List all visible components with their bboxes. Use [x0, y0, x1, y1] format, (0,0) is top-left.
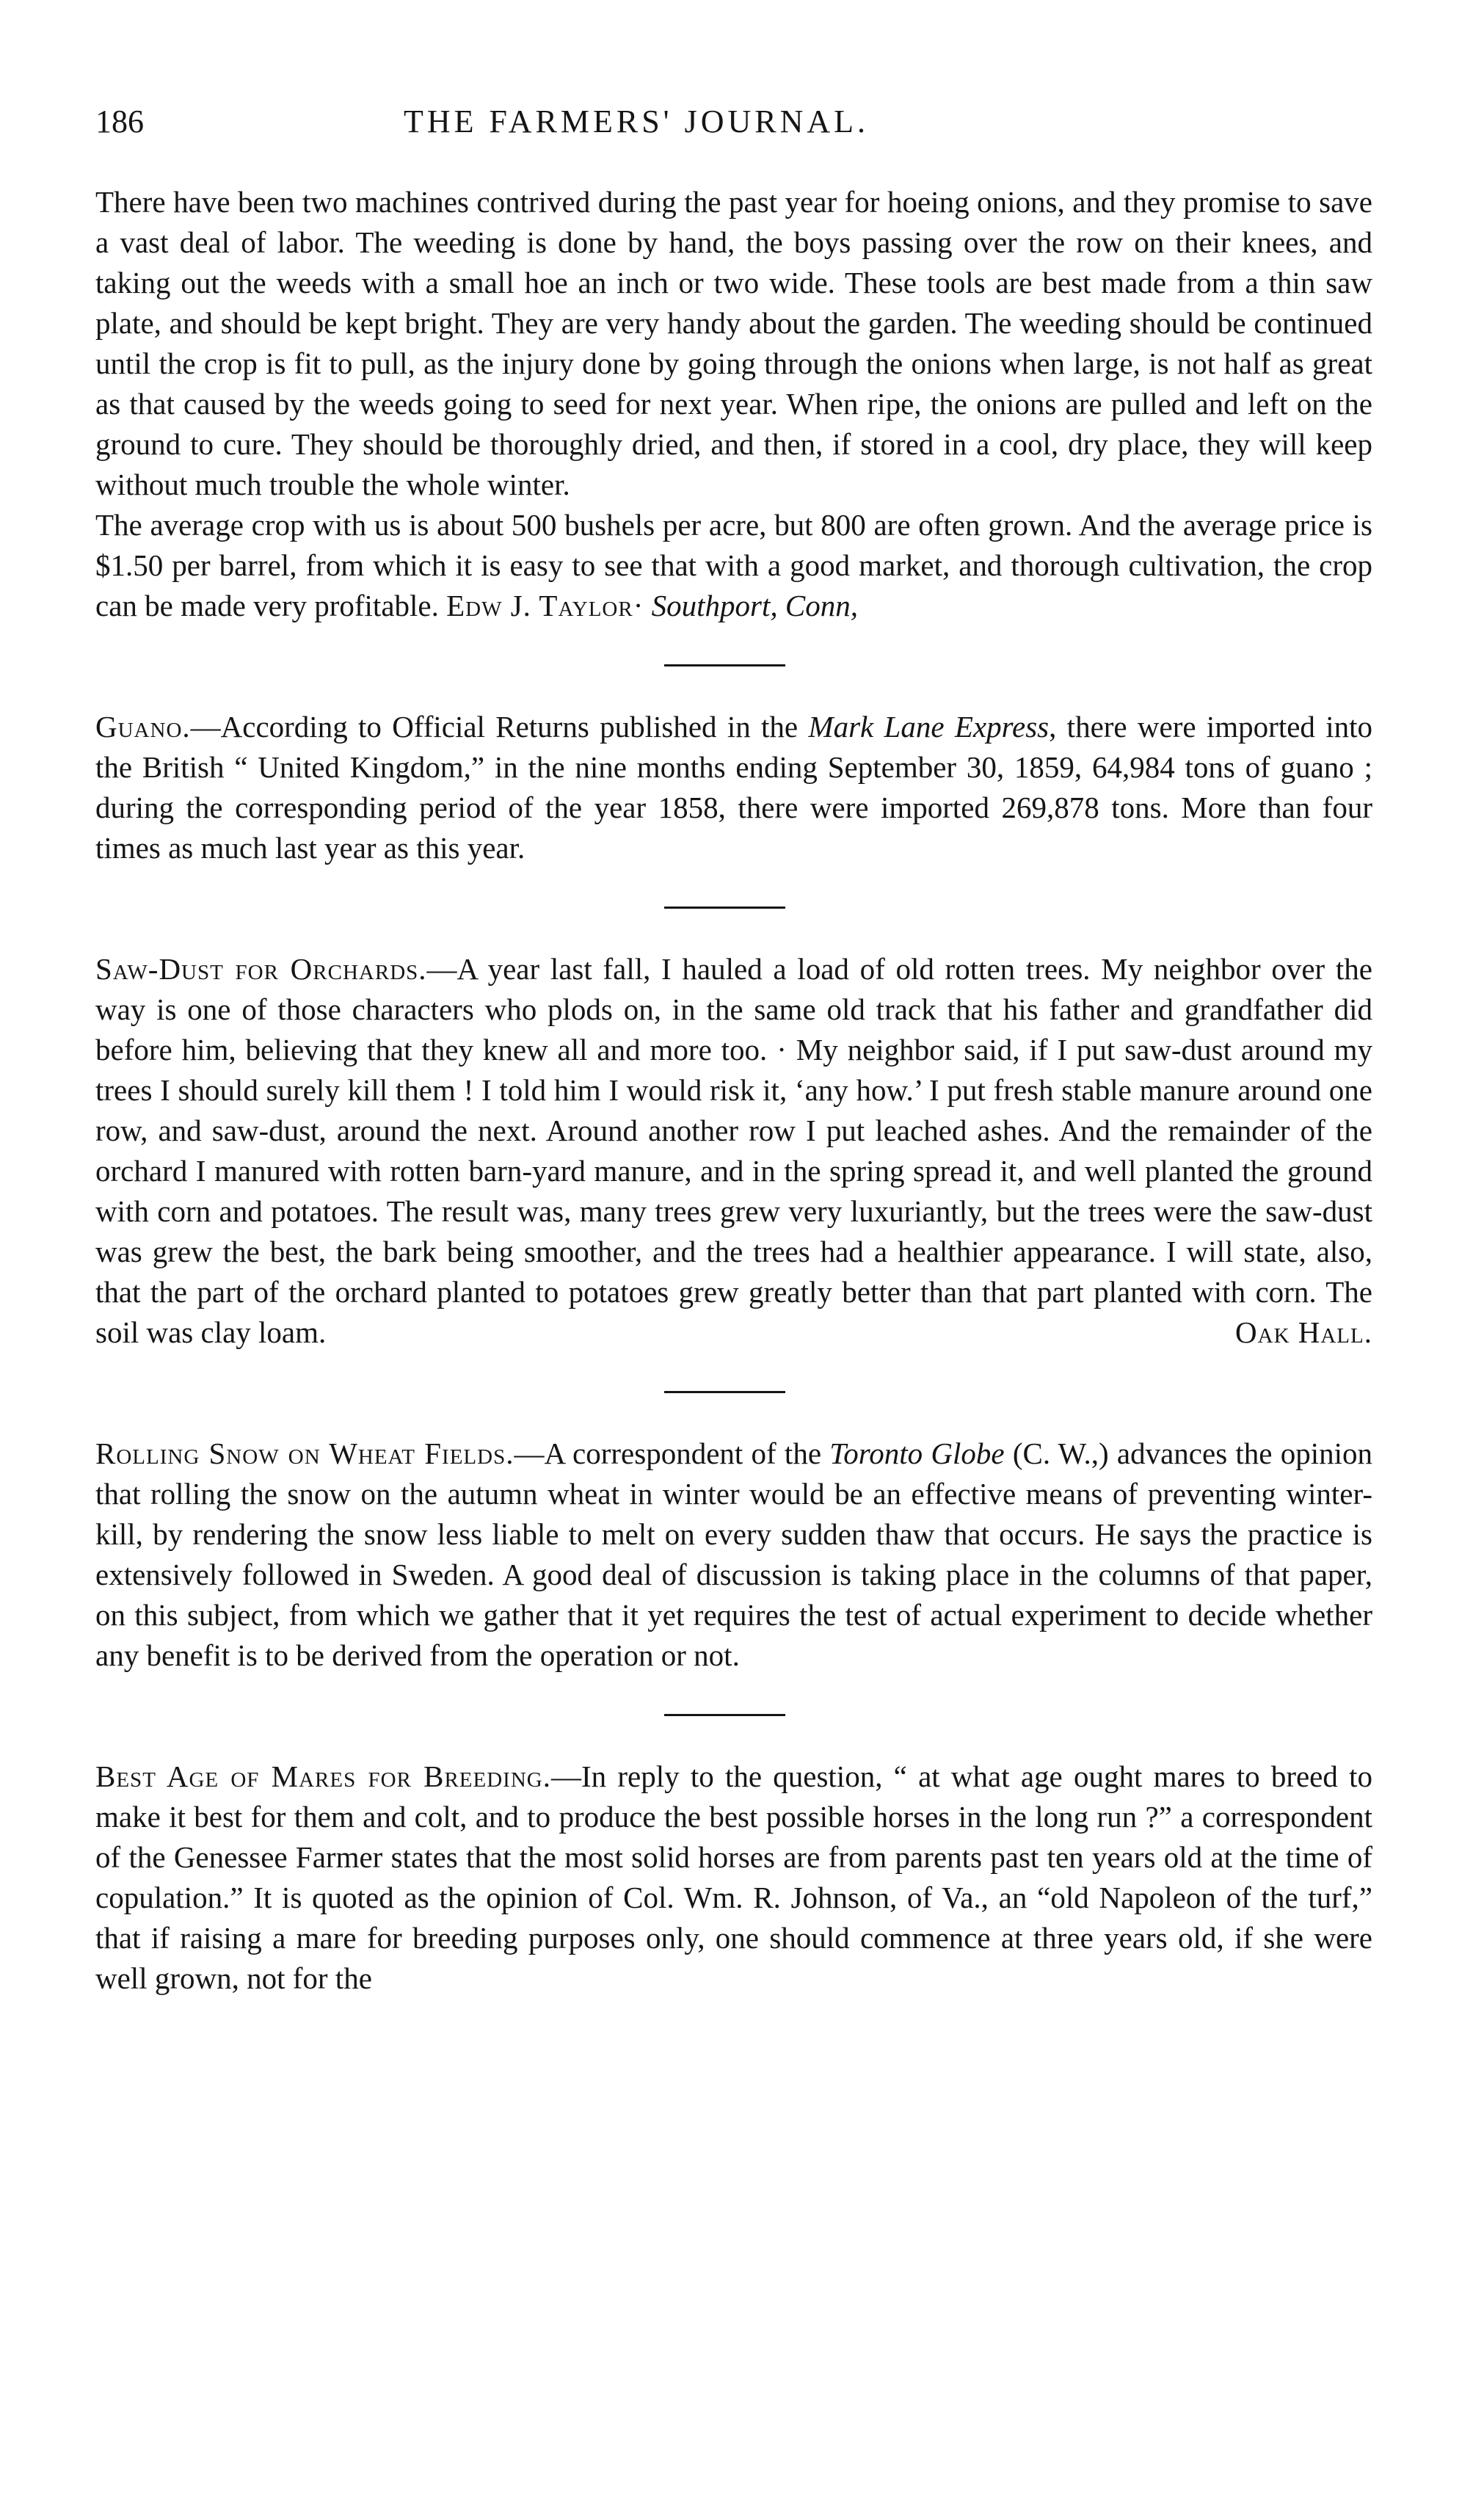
- article-guano: [95, 707, 1372, 868]
- divider-rule: [664, 1391, 785, 1393]
- section-divider: [95, 1676, 1372, 1757]
- sawdust-heading: Saw-Dust for Orchards.: [95, 952, 427, 986]
- page-number: 186: [95, 103, 144, 139]
- onions-paragraph-1: There have been two machines contrived during the past year for hoeing onions, and they promise to save a vast deal of labor. The weeding is done by hand, the boys passing over the row on their knees, and taking out the weeds with a small hoe an inch or two wide. These tools are best made from a thin saw plate, and should be kept bright. They are very handy about the garden. The weeding should be continued until the crop is fit to pull, as the injury done by going through the onions when large, is not half as great as that caused by the weeds going to seed for next year. When ripe, the onions are pulled and left on the ground to cure. They should be thoroughly dried, and then, if stored in a cool, dry place, they will keep without much trouble the whole winter.: [95, 185, 1372, 501]
- guano-text-2: , there were imported into the British “ United Kingdom,” in the nine months ending September 30, 1859, 64,984 tons of guano ; during the corresponding period of the year 1858, there were imported 269,878 tons. More than four times as much last year as this year.: [95, 710, 1372, 865]
- divider-rule: [664, 907, 785, 909]
- sawdust-text: —A year last fall, I hauled a load of old rotten trees. My neighbor over the way is one of those characters who plods on, in the same old track that his father and grandfather did before him, believing that they knew all and more too. · My neighbor said, if I put saw-dust around my trees I should surely kill them ! I told him I would risk it, ‘any how.’ I put fresh stable manure around one row, and saw-dust, around the next. Around another row I put leached ashes. And the remainder of the orchard I manured with rotten barn-yard manure, and in the spring spread it, and well planted the ground with corn and potatoes. The result was, many trees grew very luxuriantly, but the trees were the saw-dust was grew the best, the bark being smoother, and the trees had a healthier appearance. I will state, also, that the part of the orchard planted to potatoes grew greatly better than that part planted with corn. The soil was clay loam.: [95, 952, 1372, 1349]
- page-header: [95, 103, 1372, 147]
- onions-paragraph-2: [95, 505, 1372, 626]
- mares-text: —In reply to the question, “ at what age ought mares to breed to make it best for them and colt, and to produce the best possible horses in the long run ?” a correspondent of the Genessee Farmer states that the most solid horses are from parents past ten years old at the time of copulation.” It is quoted as the opinion of Col. Wm. R. Johnson, of Va., an “old Napoleon of the turf,” that if raising a mare for breeding purposes only, one should commence at three years old, if she were well grown, not for the: [95, 1759, 1372, 1995]
- page-body: [95, 182, 1372, 1999]
- snow-paragraph: [95, 1434, 1372, 1676]
- onions-location: Southport, Conn,: [651, 589, 858, 622]
- sawdust-signature: Oak Hall.: [1235, 1315, 1372, 1349]
- guano-journal-title: Mark Lane Express: [808, 710, 1050, 744]
- snow-paper-title: Toronto Globe: [829, 1436, 1005, 1470]
- section-divider: [95, 868, 1372, 949]
- onions-signature: Edw J. Taylor·: [446, 589, 644, 622]
- snow-text-1: —A correspondent of the: [514, 1436, 830, 1470]
- section-divider: [95, 1353, 1372, 1434]
- mares-heading: Best Age of Mares for Breeding.: [95, 1759, 551, 1793]
- guano-heading: Guano.: [95, 710, 191, 744]
- divider-rule: [664, 664, 785, 666]
- guano-text-1: —According to Official Returns published in the: [190, 710, 809, 744]
- running-head: THE FARMERS' JOURNAL.: [404, 103, 870, 139]
- article-sawdust: [95, 949, 1372, 1353]
- sawdust-paragraph: [95, 949, 1372, 1353]
- guano-paragraph: [95, 707, 1372, 868]
- mares-paragraph: [95, 1757, 1372, 1999]
- snow-heading: Rolling Snow on Wheat Fields.: [95, 1436, 514, 1470]
- snow-text-2: (C. W.,) advances the opinion that rolling the snow on the autumn wheat in winter would be an effective means of preventing winter-kill, by rendering the snow less liable to melt on every sudden thaw that occurs. He says the practice is extensively followed in Sweden. A good deal of discussion is taking place in the columns of that paper, on this subject, from which we gather that it yet requires the test of actual experiment to decide whether any benefit is to be derived from the operation or not.: [95, 1436, 1373, 1672]
- article-mares: [95, 1757, 1372, 1999]
- article-snow: [95, 1434, 1372, 1676]
- divider-rule: [664, 1714, 785, 1716]
- article-onions: [95, 182, 1372, 626]
- section-divider: [95, 626, 1372, 707]
- onions-paragraph-2-text: The average crop with us is about 500 bushels per acre, but 800 are often grown. And the average price is $1.50 per barrel, from which it is easy to see that with a good market, and thorough cultivation, the crop can be made very profitable.: [95, 508, 1372, 622]
